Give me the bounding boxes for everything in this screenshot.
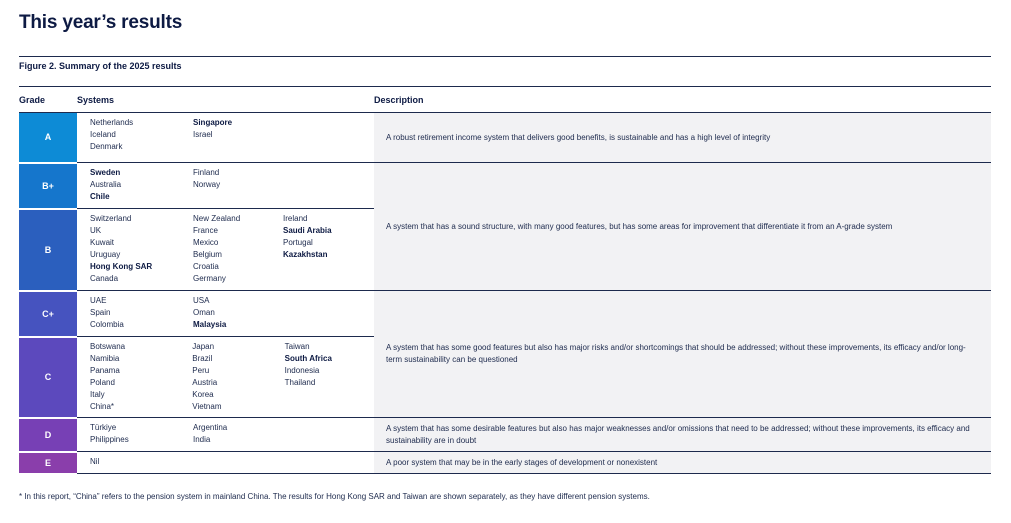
table-row-grade-a bbox=[19, 113, 991, 163]
systems-column bbox=[90, 456, 193, 468]
grade-badge-b-plus: B+ bbox=[19, 163, 77, 209]
grade-badge-c-plus: C+ bbox=[19, 291, 77, 337]
country-australia: Australia bbox=[90, 180, 122, 189]
description-a: A robust retirement income system that delivers good benefits, is sustainable and has a high level of integrity bbox=[374, 113, 991, 163]
country-hong-kong-sar: Hong Kong SAR bbox=[90, 262, 153, 271]
country-denmark: Denmark bbox=[90, 142, 123, 151]
country-malaysia: Malaysia bbox=[193, 320, 227, 329]
country-germany: Germany bbox=[193, 274, 226, 283]
systems-column bbox=[283, 213, 373, 285]
systems-column bbox=[193, 295, 283, 331]
grade-badge-a: A bbox=[19, 113, 77, 163]
country-panama: Panama bbox=[90, 366, 120, 375]
country-uruguay: Uruguay bbox=[90, 250, 121, 259]
description-e: A poor system that may be in the early stages of development or nonexistent bbox=[374, 452, 991, 474]
systems-column bbox=[90, 295, 193, 331]
grade-badge-b: B bbox=[19, 209, 77, 291]
country-croatia: Croatia bbox=[193, 262, 219, 271]
header-grade: Grade bbox=[19, 87, 77, 113]
country-chile: Chile bbox=[90, 192, 110, 201]
country-taiwan: Taiwan bbox=[284, 342, 310, 351]
table-row-grade-d bbox=[19, 418, 991, 452]
footnote: * In this report, “China” refers to the pension system in mainland China. The results for Hong Kong SAR and Taiwan are shown separately, as they have different pension systems. bbox=[19, 492, 650, 501]
country-uk: UK bbox=[90, 226, 102, 235]
country-sweden: Sweden bbox=[90, 168, 121, 177]
country-saudi-arabia: Saudi Arabia bbox=[283, 226, 332, 235]
systems-column bbox=[192, 341, 284, 413]
grade-badge-c: C bbox=[19, 337, 77, 418]
country-austria: Austria bbox=[192, 378, 218, 387]
systems-column bbox=[90, 422, 193, 446]
systems-column bbox=[193, 117, 283, 153]
table-row-grade-c-plus bbox=[19, 291, 991, 337]
country-indonesia: Indonesia bbox=[284, 366, 320, 375]
country-switzerland: Switzerland bbox=[90, 214, 132, 223]
country-philippines: Philippines bbox=[90, 435, 129, 444]
grade-badge-e: E bbox=[19, 452, 77, 474]
systems-column bbox=[90, 167, 193, 203]
table-row-grade-b-plus bbox=[19, 163, 991, 209]
country-finland: Finland bbox=[193, 168, 220, 177]
systems-cell-c bbox=[77, 337, 374, 418]
country-iceland: Iceland bbox=[90, 130, 116, 139]
country-peru: Peru bbox=[192, 366, 210, 375]
country-nil: Nil bbox=[90, 457, 100, 466]
systems-cell-e bbox=[77, 452, 374, 474]
country-canada: Canada bbox=[90, 274, 119, 283]
header-systems: Systems bbox=[77, 87, 374, 113]
country-india: India bbox=[193, 435, 211, 444]
description-b: A system that has a sound structure, with many good features, but has some areas for improvement that differentiate it from an A-grade system bbox=[374, 163, 991, 291]
country-thailand: Thailand bbox=[284, 378, 316, 387]
country-singapore: Singapore bbox=[193, 118, 233, 127]
systems-cell-c-plus bbox=[77, 291, 374, 337]
description-c: A system that has some good features but also has major risks and/or shortcomings that should be addressed; without these improvements, its efficacy and/or long-term sustainability can be questioned bbox=[374, 291, 991, 418]
country-namibia: Namibia bbox=[90, 354, 120, 363]
systems-cell-d bbox=[77, 418, 374, 452]
systems-column bbox=[285, 341, 374, 413]
country-uae: UAE bbox=[90, 296, 107, 305]
country-argentina: Argentina bbox=[193, 423, 228, 432]
systems-column bbox=[193, 167, 283, 203]
country-korea: Korea bbox=[192, 390, 214, 399]
systems-column bbox=[90, 213, 193, 285]
country-oman: Oman bbox=[193, 308, 215, 317]
figure-top-rule bbox=[19, 56, 991, 57]
header-description: Description bbox=[374, 87, 991, 113]
country-norway: Norway bbox=[193, 180, 221, 189]
country-poland: Poland bbox=[90, 378, 115, 387]
country-japan: Japan bbox=[192, 342, 215, 351]
page-title: This year’s results bbox=[19, 12, 183, 33]
table-row-grade-e bbox=[19, 452, 991, 474]
country-italy: Italy bbox=[90, 390, 105, 399]
country-china: China* bbox=[90, 402, 115, 411]
systems-cell-a bbox=[77, 113, 374, 163]
country-kuwait: Kuwait bbox=[90, 238, 115, 247]
country-new-zealand: New Zealand bbox=[193, 214, 241, 223]
country-usa: USA bbox=[193, 296, 210, 305]
systems-column bbox=[90, 117, 193, 153]
country-vietnam: Vietnam bbox=[192, 402, 222, 411]
country-south-africa: South Africa bbox=[284, 354, 332, 363]
country-kazakhstan: Kazakhstan bbox=[283, 250, 328, 259]
systems-column bbox=[90, 341, 192, 413]
country-belgium: Belgium bbox=[193, 250, 222, 259]
systems-cell-b bbox=[77, 209, 374, 291]
country-ireland: Ireland bbox=[283, 214, 308, 223]
figure-caption: Figure 2. Summary of the 2025 results bbox=[19, 61, 182, 71]
country-mexico: Mexico bbox=[193, 238, 219, 247]
results-table bbox=[19, 86, 991, 475]
country-turkiye: Türkiye bbox=[90, 423, 117, 432]
grade-badge-d: D bbox=[19, 418, 77, 452]
description-d: A system that has some desirable features but also has major weaknesses and/or omissions that need to be addressed; without these improvements, its efficacy and sustainability are in doubt bbox=[374, 418, 991, 452]
table-header-row bbox=[19, 87, 991, 113]
systems-cell-b-plus bbox=[77, 163, 374, 209]
systems-column bbox=[193, 213, 283, 285]
country-colombia: Colombia bbox=[90, 320, 124, 329]
country-portugal: Portugal bbox=[283, 238, 313, 247]
country-france: France bbox=[193, 226, 218, 235]
country-israel: Israel bbox=[193, 130, 213, 139]
country-spain: Spain bbox=[90, 308, 111, 317]
country-brazil: Brazil bbox=[192, 354, 213, 363]
systems-column bbox=[193, 422, 283, 446]
country-botswana: Botswana bbox=[90, 342, 126, 351]
country-netherlands: Netherlands bbox=[90, 118, 134, 127]
